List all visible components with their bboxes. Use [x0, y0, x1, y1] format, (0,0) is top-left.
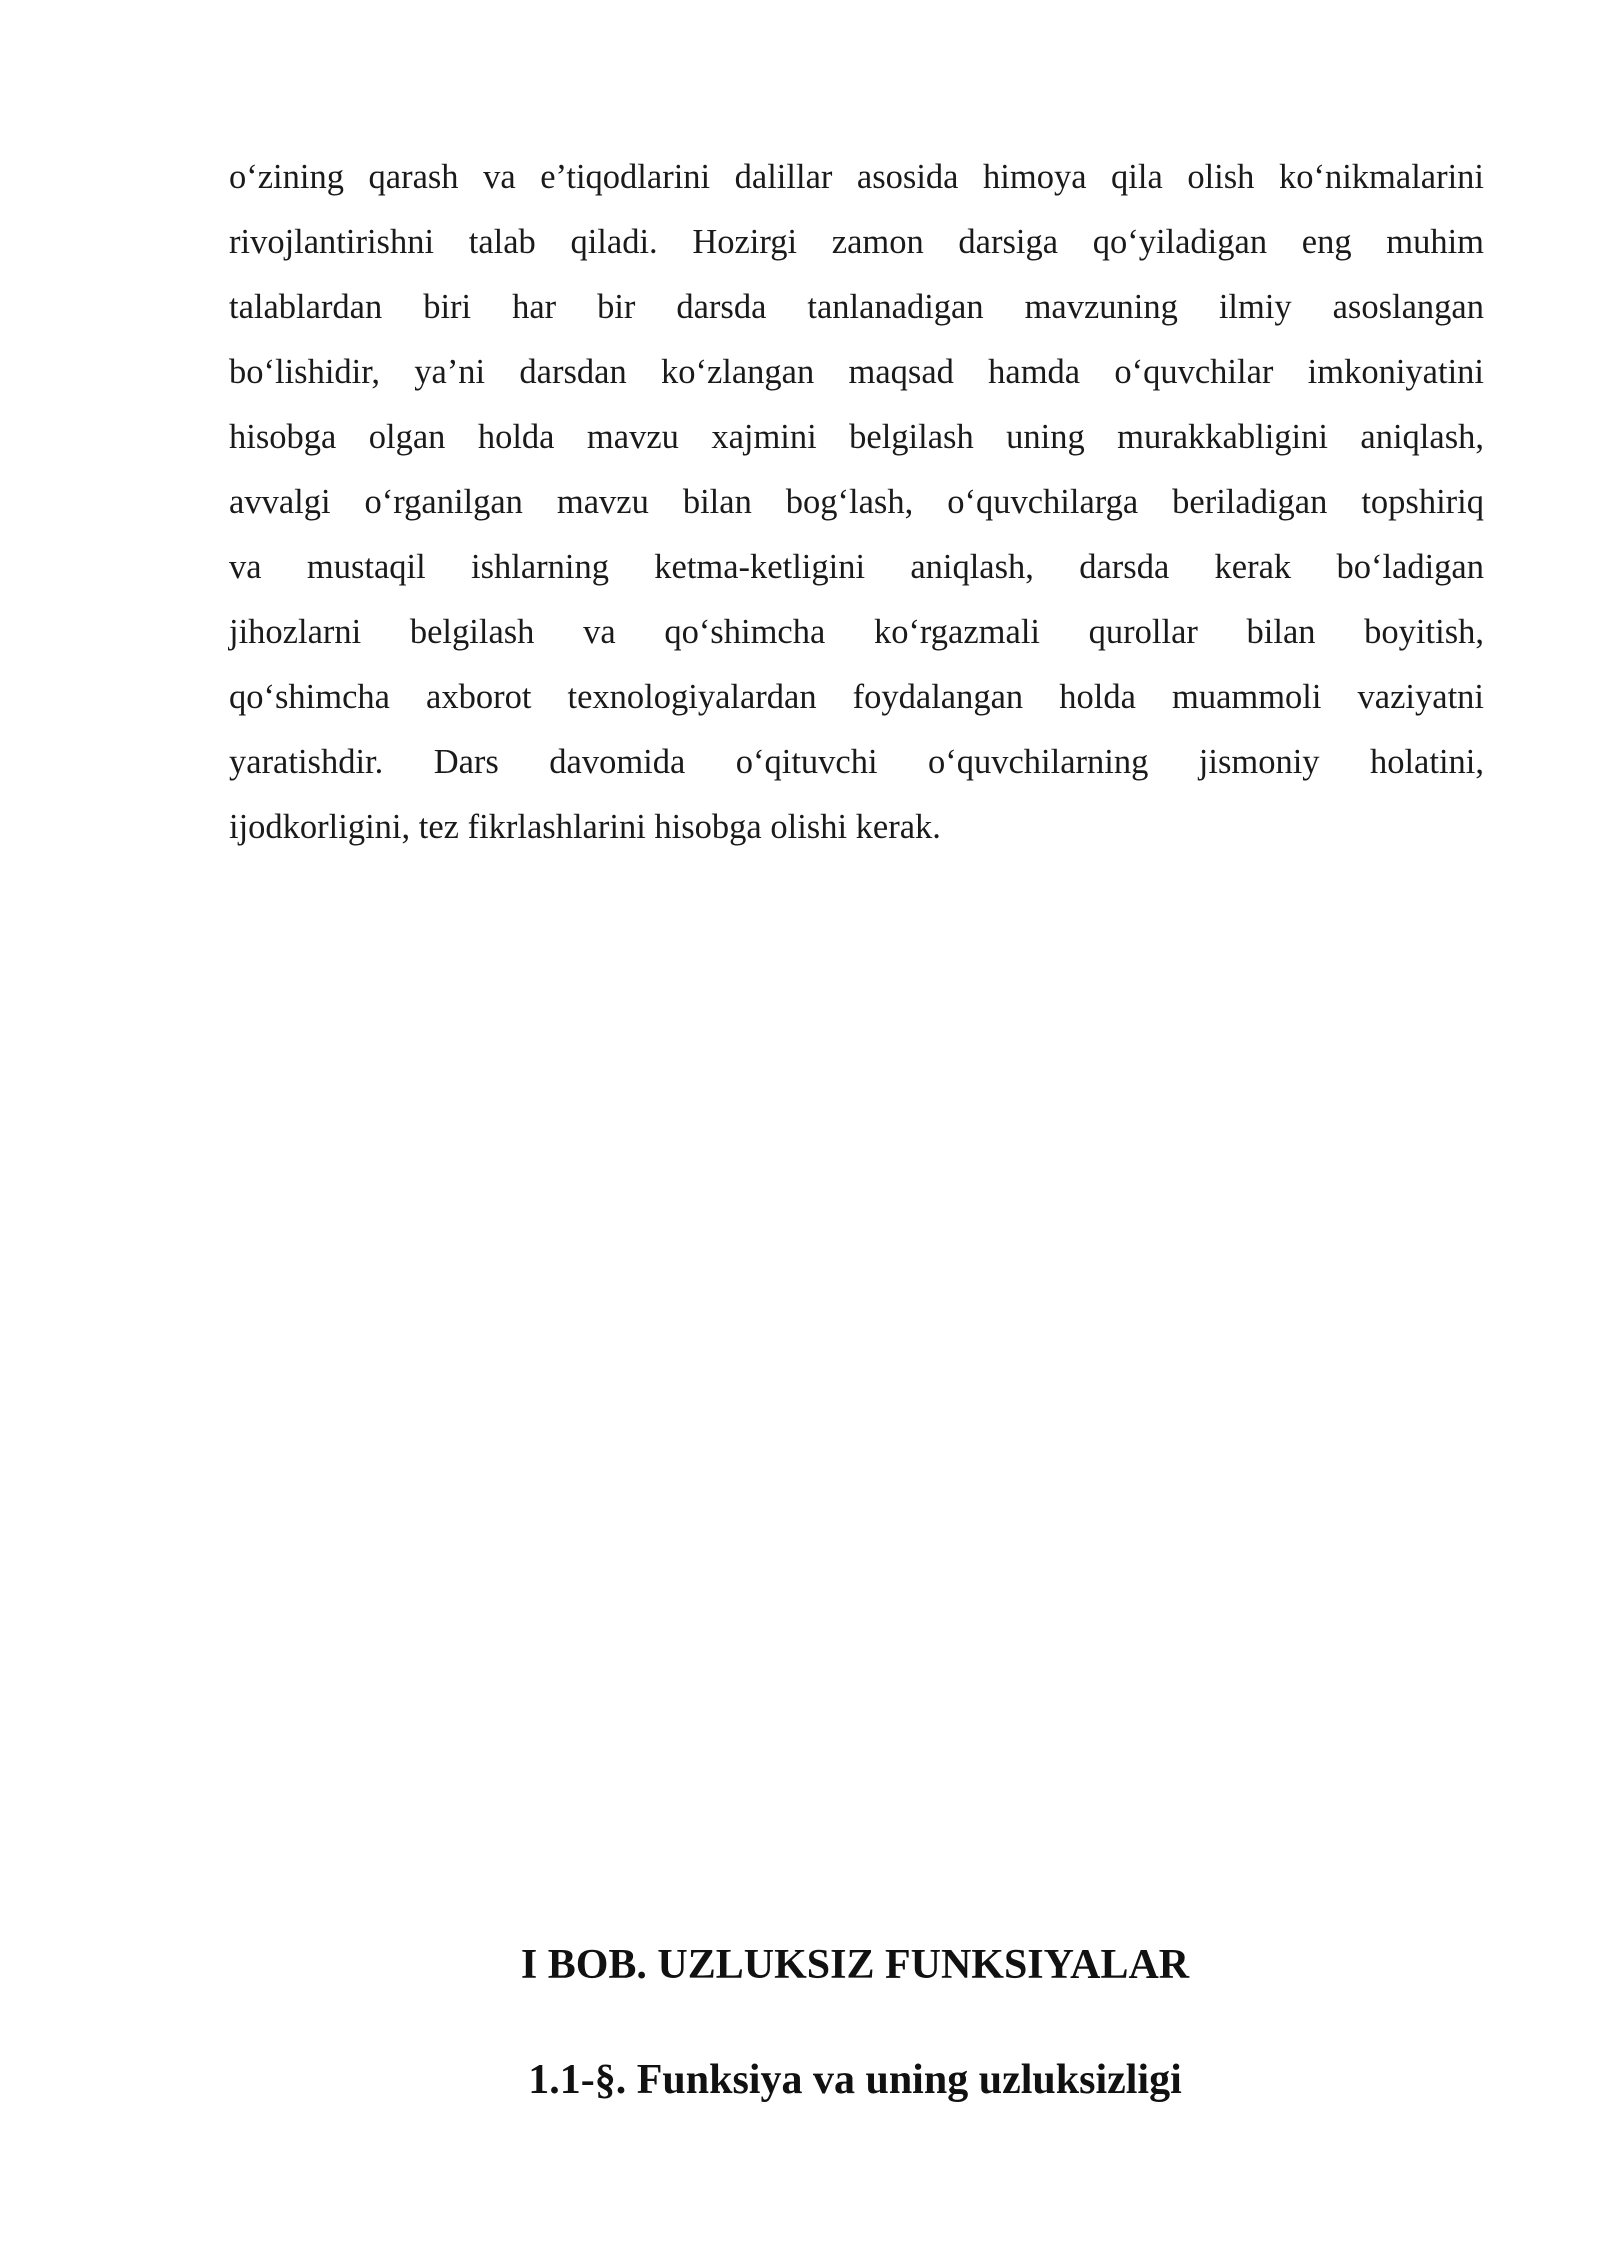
paragraph-line: va mustaqil ishlarning ketma-ketligini aniqlash, darsda kerak bo‘ladigan [229, 548, 1484, 586]
paragraph-line: yaratishdir. Dars davomida o‘qituvchi o‘quvchilarning jismoniy holatini, [229, 743, 1484, 781]
chapter-title: I BOB. UZLUKSIZ FUNKSIYALAR [520, 1942, 1190, 1988]
paragraph-line: o‘zining qarash va e’tiqodlarini dalillar asosida himoya qila olish ko‘nikmalarini [229, 158, 1484, 196]
paragraph-line: hisobga olgan holda mavzu xajmini belgilash uning murakkabligini aniqlash, [229, 418, 1484, 456]
paragraph-line: ijodkorligini, tez fikrlashlarini hisobga olishi kerak. [229, 808, 941, 846]
paragraph-line: rivojlantirishni talab qiladi. Hozirgi zamon darsiga qo‘yiladigan eng muhim [229, 223, 1484, 261]
paragraph-line: jihozlarni belgilash va qo‘shimcha ko‘rgazmali qurollar bilan boyitish, [229, 613, 1484, 651]
paragraph-line: qo‘shimcha axborot texnologiyalardan foydalangan holda muammoli vaziyatni [229, 678, 1484, 716]
paragraph-line: talablardan biri har bir darsda tanlanadigan mavzuning ilmiy asoslangan [229, 288, 1484, 326]
paragraph-line: avvalgi o‘rganilgan mavzu bilan bog‘lash, o‘quvchilarga beriladigan topshiriq [229, 483, 1484, 521]
section-title: 1.1-§. Funksiya va uning uzluksizligi [528, 2057, 1182, 2103]
paragraph-line: bo‘lishidir, ya’ni darsdan ko‘zlangan maqsad hamda o‘quvchilar imkoniyatini [229, 353, 1484, 391]
body-paragraph [229, 145, 1484, 860]
